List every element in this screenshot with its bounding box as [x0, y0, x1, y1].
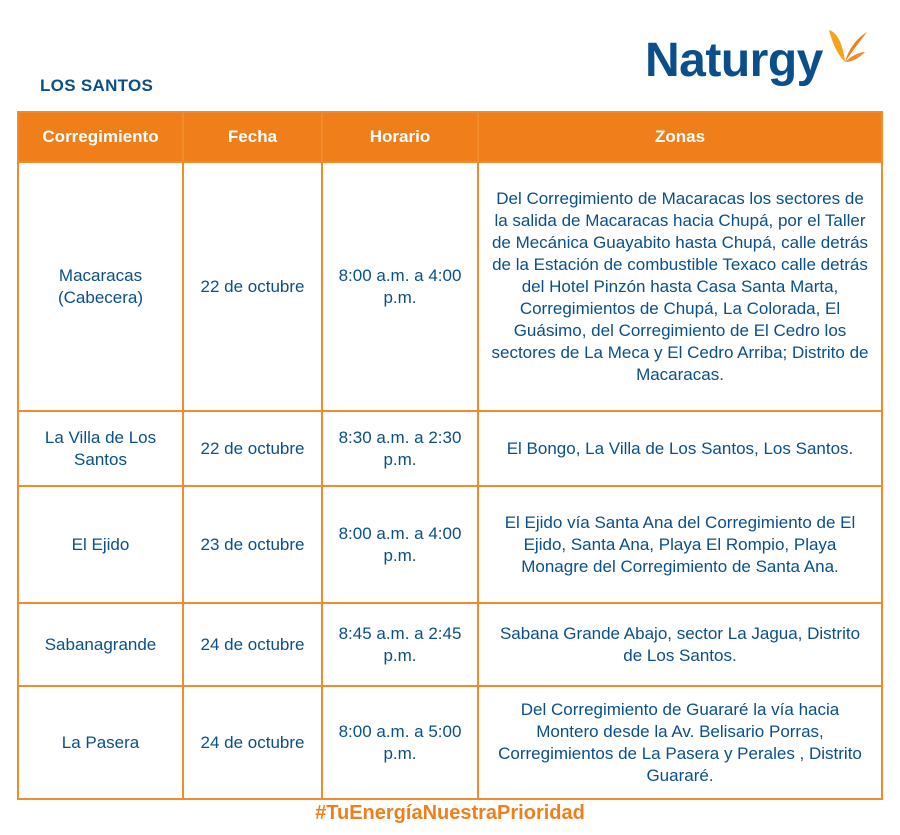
cell-horario: 8:00 a.m. a 4:00 p.m.	[322, 162, 478, 411]
table-row	[18, 162, 882, 411]
cell-fecha: 22 de octubre	[183, 162, 322, 411]
cell-zonas: El Bongo, La Villa de Los Santos, Los Santos.	[478, 411, 882, 486]
table-row	[18, 486, 882, 603]
cell-fecha: 24 de octubre	[183, 603, 322, 686]
col-header-zonas: Zonas	[478, 112, 882, 162]
cell-corregimiento: La Villa de Los Santos	[18, 411, 183, 486]
cell-horario: 8:00 a.m. a 4:00 p.m.	[322, 486, 478, 603]
cell-zonas: Sabana Grande Abajo, sector La Jagua, Distrito de Los Santos.	[478, 603, 882, 686]
cell-fecha: 22 de octubre	[183, 411, 322, 486]
cell-corregimiento: El Ejido	[18, 486, 183, 603]
cell-horario: 8:00 a.m. a 5:00 p.m.	[322, 686, 478, 799]
cell-fecha: 23 de octubre	[183, 486, 322, 603]
table-row	[18, 411, 882, 486]
region-title: LOS SANTOS	[40, 76, 154, 95]
footer-hashtag: #TuEnergíaNuestraPrioridad	[315, 802, 585, 824]
brand-logo	[645, 30, 869, 92]
table-header-row	[18, 112, 882, 162]
table-row	[18, 686, 882, 799]
col-header-corregimiento: Corregimiento	[18, 112, 183, 162]
cell-zonas: Del Corregimiento de Guararé la vía hacia Montero desde la Av. Belisario Porras, Corregimientos de La Pasera y Perales , Distrito Guararé.	[478, 686, 882, 799]
table-row	[18, 603, 882, 686]
butterfly-logo-icon	[825, 26, 869, 77]
cell-fecha: 24 de octubre	[183, 686, 322, 799]
brand-name: Naturgy	[645, 34, 823, 87]
col-header-fecha: Fecha	[183, 112, 322, 162]
col-header-horario: Horario	[322, 112, 478, 162]
cell-horario: 8:30 a.m. a 2:30 p.m.	[322, 411, 478, 486]
cell-zonas: El Ejido vía Santa Ana del Corregimiento de El Ejido, Santa Ana, Playa El Rompio, Playa Monagre del Corregimiento de Santa Ana.	[478, 486, 882, 603]
schedule-table	[17, 111, 883, 800]
cell-horario: 8:45 a.m. a 2:45 p.m.	[322, 603, 478, 686]
cell-corregimiento: Macaracas (Cabecera)	[18, 162, 183, 411]
cell-zonas: Del Corregimiento de Macaracas los sectores de la salida de Macaracas hacia Chupá, por el Taller de Mecánica Guayabito hasta Chupá, calle detrás de la Estación de combustible Texaco calle detrás del Hotel Pinzón hasta Casa Santa Marta, Corregimientos de Chupá, La Colorada, El Guásimo, del Corregimiento de El Cedro los sectores de La Meca y El Cedro Arriba; Distrito de Macaracas.	[478, 162, 882, 411]
cell-corregimiento: Sabanagrande	[18, 603, 183, 686]
cell-corregimiento: La Pasera	[18, 686, 183, 799]
